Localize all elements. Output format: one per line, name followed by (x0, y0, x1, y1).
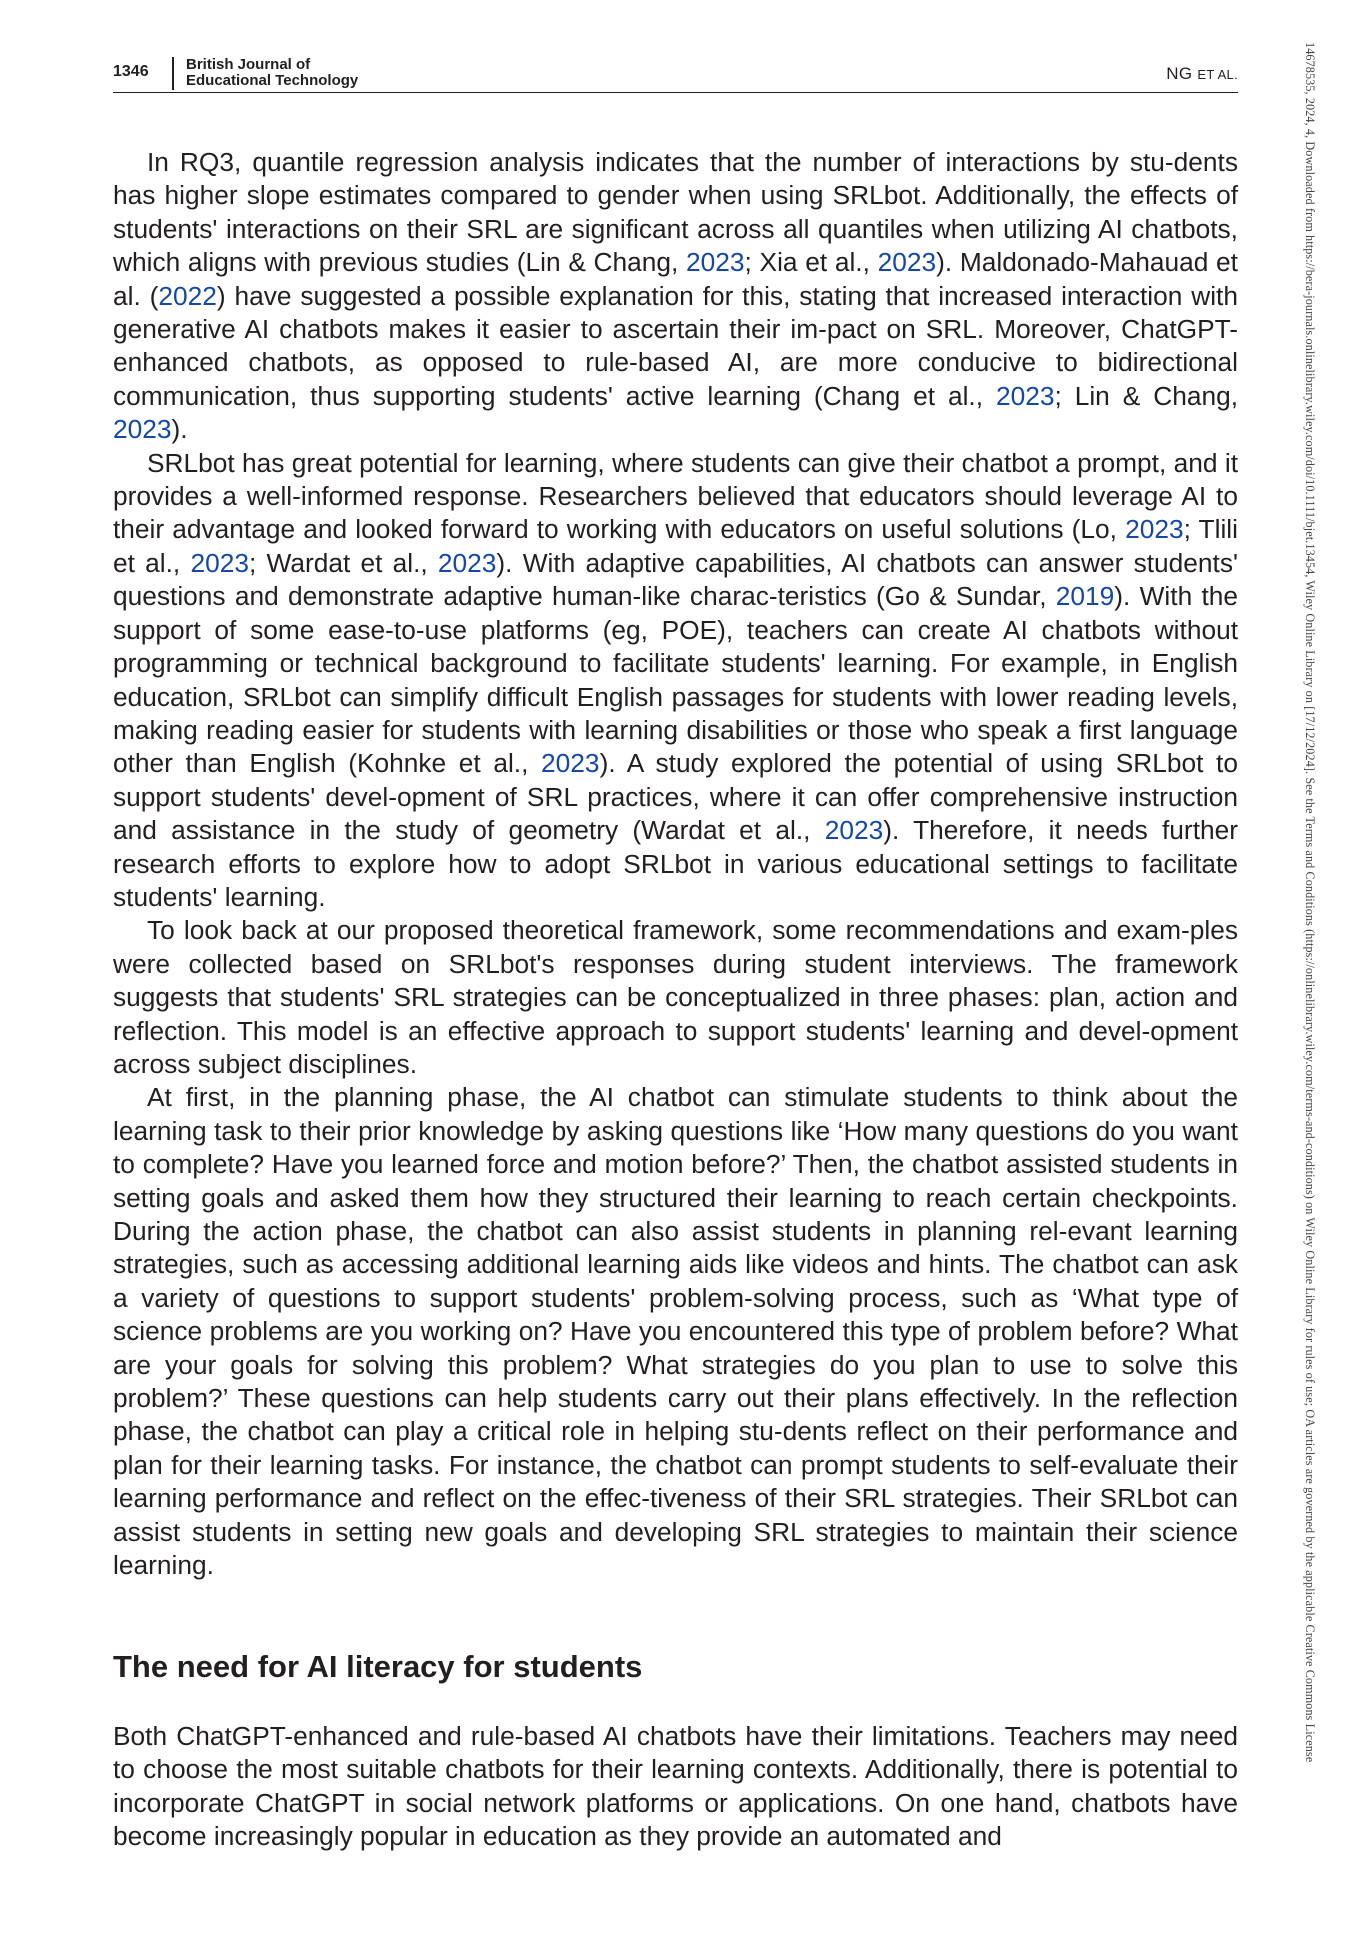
citation-link[interactable]: 2023 (686, 247, 745, 278)
running-head (1166, 64, 1238, 84)
paragraph-srlbot-potential: SRLbot has great potential for learning, where students can give their chatbot a prompt, and it provides a well-informed response. Researchers believed that educators should leverage AI to their advantage and looked forward to working with educators on useful solutions (Lo, 2023; Tlili et al., 2023; Wardat et al., 2023). With adaptive capabilities, AI chatbots can answer students' questions and demonstrate adaptive human-like charac-teristics (Go & Sundar, 2019). With the support of some ease-to-use platforms (eg, POE), teachers can create AI chatbots without programming or technical background to facilitate students' learning. For example, in English education, SRLbot can simplify difficult English passages for students with lower reading levels, making reading easier for students with learning disabilities or those who speak a first language other than English (Kohnke et al., 2023). A study explored the potential of using SRLbot to support students' devel-opment of SRL practices, where it can offer comprehensive instruction and assistance in the study of geometry (Wardat et al., 2023). Therefore, it needs further research efforts to explore how to adopt SRLbot in various educational settings to facilitate students' learning. (113, 447, 1239, 912)
citation-link[interactable]: 2022 (158, 280, 217, 311)
section-heading: The need for AI literacy for students (113, 1649, 643, 1684)
paragraph-phases: At first, in the planning phase, the AI chatbot can stimulate students to think about the learning task to their prior knowledge by asking questions like ‘How many questions do you want to complete? Have you learned force and motion before?’ Then, the chatbot assisted students in setting goals and asked them how they structured their learning to reach certain checkpoints. During the action phase, the chatbot can also assist students in planning rel-evant learning strategies, such as accessing additional learning aids like videos and hints. The chatbot can ask a variety of questions to support students' problem-solving process, such as ‘What type of science problems are you working on? Have you encountered this type of problem before? What are your goals for solving this problem? What strategies do you plan to use to solve this problem?’ These questions can help students carry out their plans effectively. In the reflection phase, the chatbot can play a critical role in helping stu-dents reflect on their performance and plan for their learning tasks. For instance, the chatbot can prompt students to self-evaluate their learning performance and reflect on the effec-tiveness of their SRL strategies. Their SRLbot can assist students in setting new goals and developing SRL strategies to maintain their science learning. (113, 1082, 1238, 1581)
header-divider (172, 57, 174, 90)
journal-title-line2: Educational Technology (186, 71, 359, 89)
citation-link[interactable]: 2023 (824, 815, 884, 846)
paragraph-rq3: In RQ3, quantile regression analysis indicates that the number of interactions by stu-dents has higher slope estimates compared to gender when using SRLbot. Additionally, the effects of students' interactions on their SRL are significant across all quantiles when utilizing AI chatbots, which aligns with previous studies (Lin & Chang, 2023; Xia et al., 2023). Maldonado-Mahauad et al. (2022) have suggested a possible explanation for this, stating that increased interaction with generative AI chatbots makes it easier to ascertain their im-pact on SRL. Moreover, ChatGPT-enhanced chatbots, as opposed to rule-based AI, are more conducive to bidirectional communication, thus supporting students' active learning (Chang et al., 2023; Lin & Chang, 2023). (113, 147, 1239, 445)
running-etal: ET AL. (1197, 67, 1238, 82)
citation-link[interactable]: 2023 (995, 380, 1055, 411)
journal-title (186, 57, 358, 88)
page-header (113, 52, 1238, 93)
journal-title-line1: British Journal of (186, 56, 311, 73)
section-body (113, 1720, 1238, 1854)
citation-link[interactable]: 2023 (1125, 514, 1184, 545)
citation-link[interactable]: 2023 (877, 247, 937, 278)
paragraph-framework: To look back at our proposed theoretical framework, some recommendations and exam-ples were collected based on SRLbot's responses during student interviews. The framework suggests that students' SRL strategies can be conceptualized in three phases: plan, action and reflection. This model is an effective approach to support students' learning and devel-opment across subject disciplines. (113, 915, 1238, 1079)
citation-link[interactable]: 2023 (437, 547, 497, 578)
paragraph-limitations: Both ChatGPT-enhanced and rule-based AI chatbots have their limitations. Teachers may need to choose the most suitable chatbots for their learning contexts. Additionally, there is potential to incorporate ChatGPT in social network platforms or applications. On one hand, chatbots have become increasingly popular in education as they provide an automated and (113, 1721, 1238, 1852)
citation-link[interactable]: 2023 (113, 414, 172, 445)
article-body (113, 146, 1238, 1582)
download-notice: 14678535, 2024, 4, Downloaded from https://bera-journals.onlinelibrary.wiley.com/doi/10.1111/bjet.13454, Wiley Online Library on [17/12/2024]. See the Terms and Conditions (https://onlinelibrary.wiley.com/terms-and-conditions) on Wiley Online Library for rules of use; OA articles are governed by the applicable Creative Commons License (1303, 42, 1317, 1763)
citation-link[interactable]: 2023 (541, 748, 600, 779)
citation-link[interactable]: 2019 (1055, 581, 1115, 612)
page-number: 1346 (113, 63, 149, 80)
citation-link[interactable]: 2023 (190, 547, 249, 578)
running-author: NG (1166, 64, 1193, 83)
